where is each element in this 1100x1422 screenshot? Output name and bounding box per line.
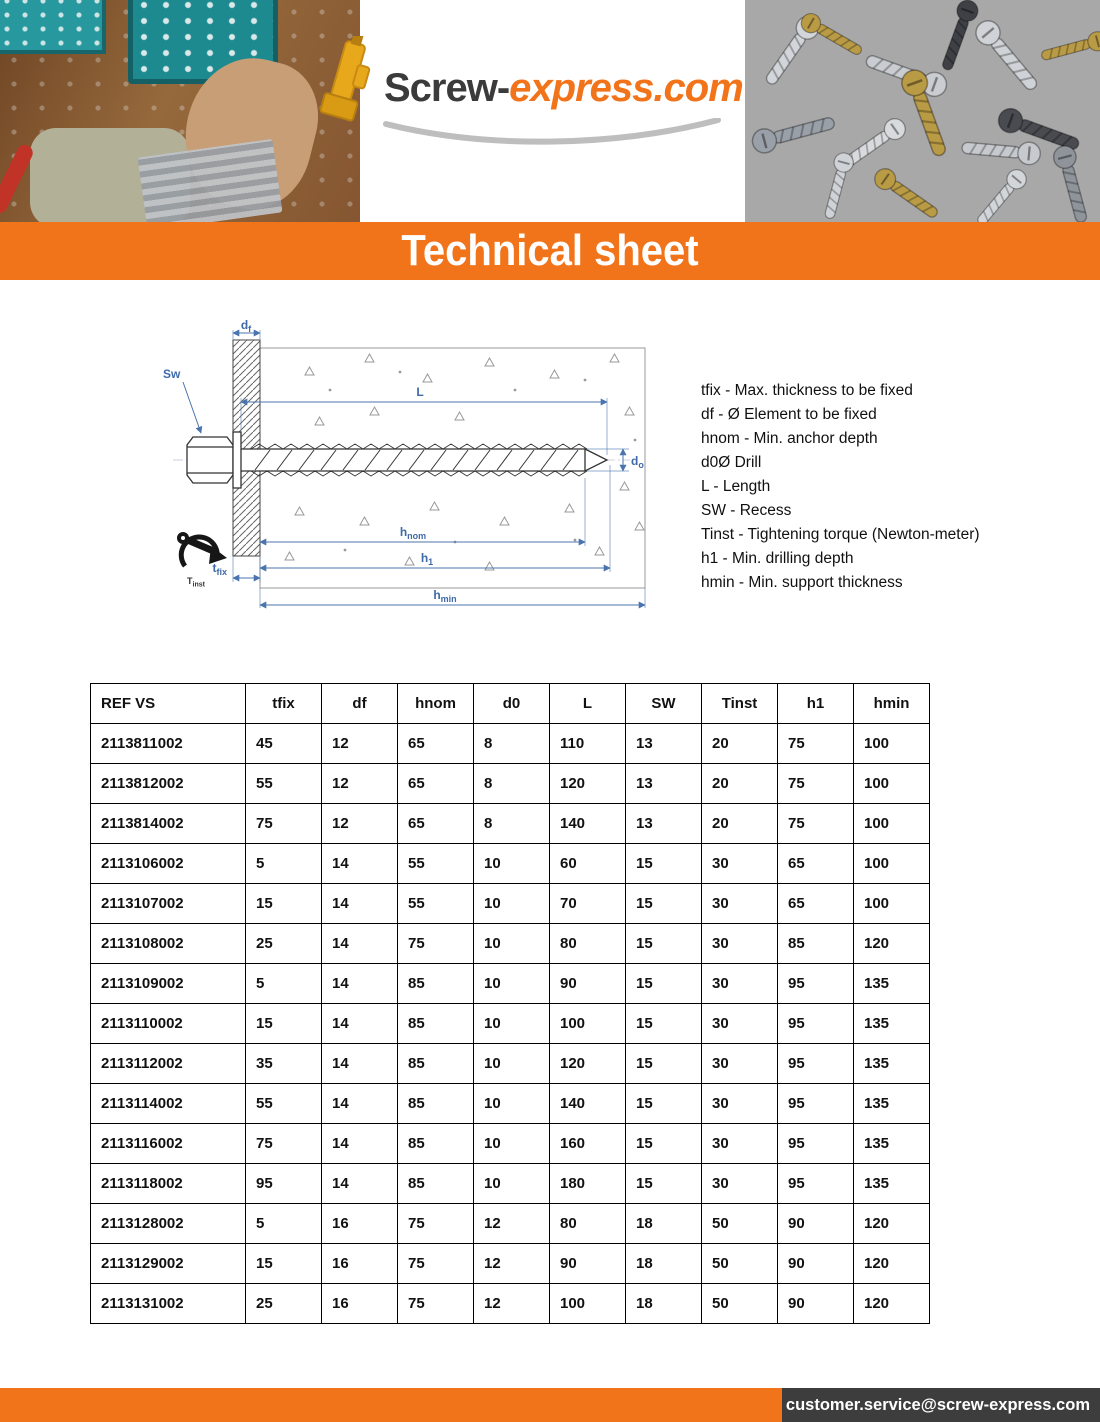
value-cell: 16 [322,1284,398,1324]
legend-line: L - Length [701,478,771,495]
value-cell: 75 [398,1284,474,1324]
table-header-cell: hnom [398,684,474,724]
dim-label-L: L [416,385,424,399]
value-cell: 60 [550,844,626,884]
ref-cell: 2113812002 [91,764,246,804]
value-cell: 75 [246,804,322,844]
value-cell: 16 [322,1204,398,1244]
value-cell: 12 [322,724,398,764]
value-cell: 14 [322,924,398,964]
ref-cell: 2113110002 [91,1004,246,1044]
value-cell: 5 [246,1204,322,1244]
table-row [91,1164,930,1204]
value-cell: 15 [626,884,702,924]
value-cell: 25 [246,1284,322,1324]
value-cell: 30 [702,1004,778,1044]
value-cell: 65 [398,724,474,764]
table-header-row [91,684,930,724]
value-cell: 5 [246,844,322,884]
value-cell: 80 [550,924,626,964]
value-cell: 85 [398,1164,474,1204]
footer-accent-stripe [0,1388,782,1422]
footer-bar [0,1388,1100,1422]
logo-swoosh [380,118,725,153]
legend-line: df - Ø Element to be fixed [701,406,877,423]
table-header-cell: SW [626,684,702,724]
orange-tool-icon [306,36,384,141]
table-header-cell: tfix [246,684,322,724]
value-cell: 18 [626,1204,702,1244]
value-cell: 14 [322,1004,398,1044]
value-cell: 120 [854,1244,930,1284]
value-cell: 75 [246,1124,322,1164]
value-cell: 95 [778,1044,854,1084]
value-cell: 18 [626,1284,702,1324]
value-cell: 100 [854,884,930,924]
value-cell: 30 [702,844,778,884]
value-cell: 15 [626,1044,702,1084]
value-cell: 30 [702,964,778,1004]
value-cell: 70 [550,884,626,924]
dim-label-sw: Sw [163,367,181,381]
value-cell: 15 [626,1004,702,1044]
table-header-cell: df [322,684,398,724]
value-cell: 55 [398,884,474,924]
value-cell: 10 [474,964,550,1004]
value-cell: 95 [778,1084,854,1124]
value-cell: 14 [322,1124,398,1164]
header-center [360,0,745,222]
value-cell: 8 [474,724,550,764]
value-cell: 135 [854,1084,930,1124]
ref-cell: 2113811002 [91,724,246,764]
value-cell: 50 [702,1244,778,1284]
value-cell: 10 [474,844,550,884]
value-cell: 75 [778,764,854,804]
value-cell: 20 [702,724,778,764]
value-cell: 65 [398,804,474,844]
table-row [91,764,930,804]
value-cell: 15 [626,1164,702,1204]
value-cell: 120 [854,924,930,964]
table-header-cell: REF VS [91,684,246,724]
value-cell: 20 [702,764,778,804]
value-cell: 50 [702,1284,778,1324]
legend-line: hmin - Min. support thickness [701,574,903,591]
ref-cell: 2113116002 [91,1124,246,1164]
table-row [91,884,930,924]
value-cell: 100 [854,804,930,844]
value-cell: 100 [854,724,930,764]
value-cell: 15 [626,844,702,884]
value-cell: 8 [474,804,550,844]
title-banner [0,222,1100,280]
value-cell: 95 [246,1164,322,1204]
legend-line: d0Ø Drill [701,454,762,471]
value-cell: 100 [854,764,930,804]
value-cell: 14 [322,1044,398,1084]
value-cell: 35 [246,1044,322,1084]
dim-label-df: $d_f$ [240,320,252,334]
value-cell: 10 [474,924,550,964]
dim-label-hmin: $h_{min}$ [433,588,457,604]
logo-text-primary: Screw- [384,66,510,110]
value-cell: 14 [322,884,398,924]
value-cell: 135 [854,964,930,1004]
value-cell: 12 [474,1204,550,1244]
value-cell: 15 [246,1244,322,1284]
value-cell: 100 [550,1004,626,1044]
value-cell: 55 [246,1084,322,1124]
value-cell: 8 [474,764,550,804]
value-cell: 160 [550,1124,626,1164]
value-cell: 10 [474,884,550,924]
value-cell: 10 [474,1004,550,1044]
legend-line: h1 - Min. drilling depth [701,550,854,567]
value-cell: 15 [626,964,702,1004]
value-cell: 120 [550,764,626,804]
value-cell: 13 [626,764,702,804]
value-cell: 12 [322,804,398,844]
value-cell: 90 [778,1204,854,1244]
value-cell: 135 [854,1044,930,1084]
value-cell: 65 [778,884,854,924]
value-cell: 55 [246,764,322,804]
logo-text-secondary: express.com [509,66,743,110]
value-cell: 10 [474,1124,550,1164]
legend-line: tfix - Max. thickness to be fixed [701,382,913,399]
value-cell: 140 [550,1084,626,1124]
value-cell: 120 [550,1044,626,1084]
value-cell: 14 [322,1164,398,1204]
legend-line: SW - Recess [701,502,792,519]
value-cell: 15 [626,924,702,964]
ref-cell: 2113131002 [91,1284,246,1324]
ref-cell: 2113128002 [91,1204,246,1244]
legend-line: Tinst - Tightening torque (Newton-meter) [701,526,980,543]
value-cell: 95 [778,1004,854,1044]
value-cell: 15 [626,1084,702,1124]
value-cell: 95 [778,1124,854,1164]
dim-label-hnom: $h_{nom}$ [399,525,427,541]
footer-contact [782,1388,1100,1422]
value-cell: 75 [778,724,854,764]
value-cell: 120 [854,1284,930,1324]
value-cell: 10 [474,1044,550,1084]
value-cell: 90 [550,1244,626,1284]
table-row [91,1284,930,1324]
header-photo-right [745,0,1100,222]
value-cell: 85 [778,924,854,964]
value-cell: 95 [778,1164,854,1204]
value-cell: 10 [474,1164,550,1204]
table-row [91,1004,930,1044]
value-cell: 85 [398,1124,474,1164]
table-row [91,1084,930,1124]
value-cell: 12 [474,1244,550,1284]
table-header-cell: Tinst [702,684,778,724]
value-cell: 30 [702,1084,778,1124]
value-cell: 65 [398,764,474,804]
value-cell: 20 [702,804,778,844]
table-row [91,1244,930,1284]
value-cell: 135 [854,1164,930,1204]
table-row [91,1124,930,1164]
legend-line: hnom - Min. anchor depth [701,430,878,447]
value-cell: 55 [398,844,474,884]
table-header-cell: L [550,684,626,724]
value-cell: 14 [322,1084,398,1124]
value-cell: 85 [398,1044,474,1084]
value-cell: 14 [322,964,398,1004]
value-cell: 45 [246,724,322,764]
value-cell: 30 [702,1044,778,1084]
ref-cell: 2113129002 [91,1244,246,1284]
value-cell: 75 [398,1204,474,1244]
dim-label-tfix: $t_{fix}$ [212,561,227,577]
value-cell: 90 [778,1284,854,1324]
value-cell: 90 [550,964,626,1004]
value-cell: 85 [398,1004,474,1044]
value-cell: 25 [246,924,322,964]
ref-cell: 2113114002 [91,1084,246,1124]
page-title: Technical sheet [401,226,699,275]
table-header-cell: d0 [474,684,550,724]
header [0,0,1100,222]
value-cell: 75 [398,924,474,964]
brand-logo [384,66,743,111]
value-cell: 15 [626,1124,702,1164]
value-cell: 100 [854,844,930,884]
value-cell: 180 [550,1164,626,1204]
value-cell: 16 [322,1244,398,1284]
value-cell: 140 [550,804,626,844]
table-row [91,924,930,964]
value-cell: 30 [702,1124,778,1164]
value-cell: 30 [702,1164,778,1204]
value-cell: 110 [550,724,626,764]
value-cell: 12 [474,1284,550,1324]
value-cell: 120 [854,1204,930,1244]
value-cell: 30 [702,924,778,964]
table-row [91,1044,930,1084]
value-cell: 85 [398,1084,474,1124]
table-header-cell: hmin [854,684,930,724]
table-header-cell: h1 [778,684,854,724]
dim-label-h1: $h_1$ [420,551,434,567]
value-cell: 85 [398,964,474,1004]
value-cell: 135 [854,1124,930,1164]
value-cell: 18 [626,1244,702,1284]
value-cell: 90 [778,1244,854,1284]
value-cell: 135 [854,1004,930,1044]
table-row [91,804,930,844]
value-cell: 30 [702,884,778,924]
ref-cell: 2113106002 [91,844,246,884]
anchor-diagram [150,320,695,655]
value-cell: 15 [246,884,322,924]
spec-table [90,683,930,1324]
ref-cell: 2113814002 [91,804,246,844]
value-cell: 14 [322,844,398,884]
ref-cell: 2113107002 [91,884,246,924]
table-row [91,724,930,764]
legend [695,320,1065,655]
table-row [91,964,930,1004]
value-cell: 100 [550,1284,626,1324]
value-cell: 10 [474,1084,550,1124]
diagram-section [0,280,1100,655]
value-cell: 5 [246,964,322,1004]
value-cell: 50 [702,1204,778,1244]
value-cell: 80 [550,1204,626,1244]
torque-icon [177,532,227,589]
value-cell: 12 [322,764,398,804]
value-cell: 13 [626,804,702,844]
value-cell: 75 [778,804,854,844]
value-cell: 65 [778,844,854,884]
value-cell: 15 [246,1004,322,1044]
dim-label-tinst: $T_{inst}$ [187,576,205,589]
table-row [91,844,930,884]
dim-label-d0: $d_o$ [631,454,644,470]
footer-email[interactable]: customer.service@screw-express.com [785,1395,1090,1414]
value-cell: 13 [626,724,702,764]
screw-organizer-box [0,0,106,54]
ref-cell: 2113109002 [91,964,246,1004]
value-cell: 95 [778,964,854,1004]
value-cell: 75 [398,1244,474,1284]
ref-cell: 2113118002 [91,1164,246,1204]
ref-cell: 2113112002 [91,1044,246,1084]
table-section [0,655,1100,1324]
ref-cell: 2113108002 [91,924,246,964]
table-row [91,1204,930,1244]
